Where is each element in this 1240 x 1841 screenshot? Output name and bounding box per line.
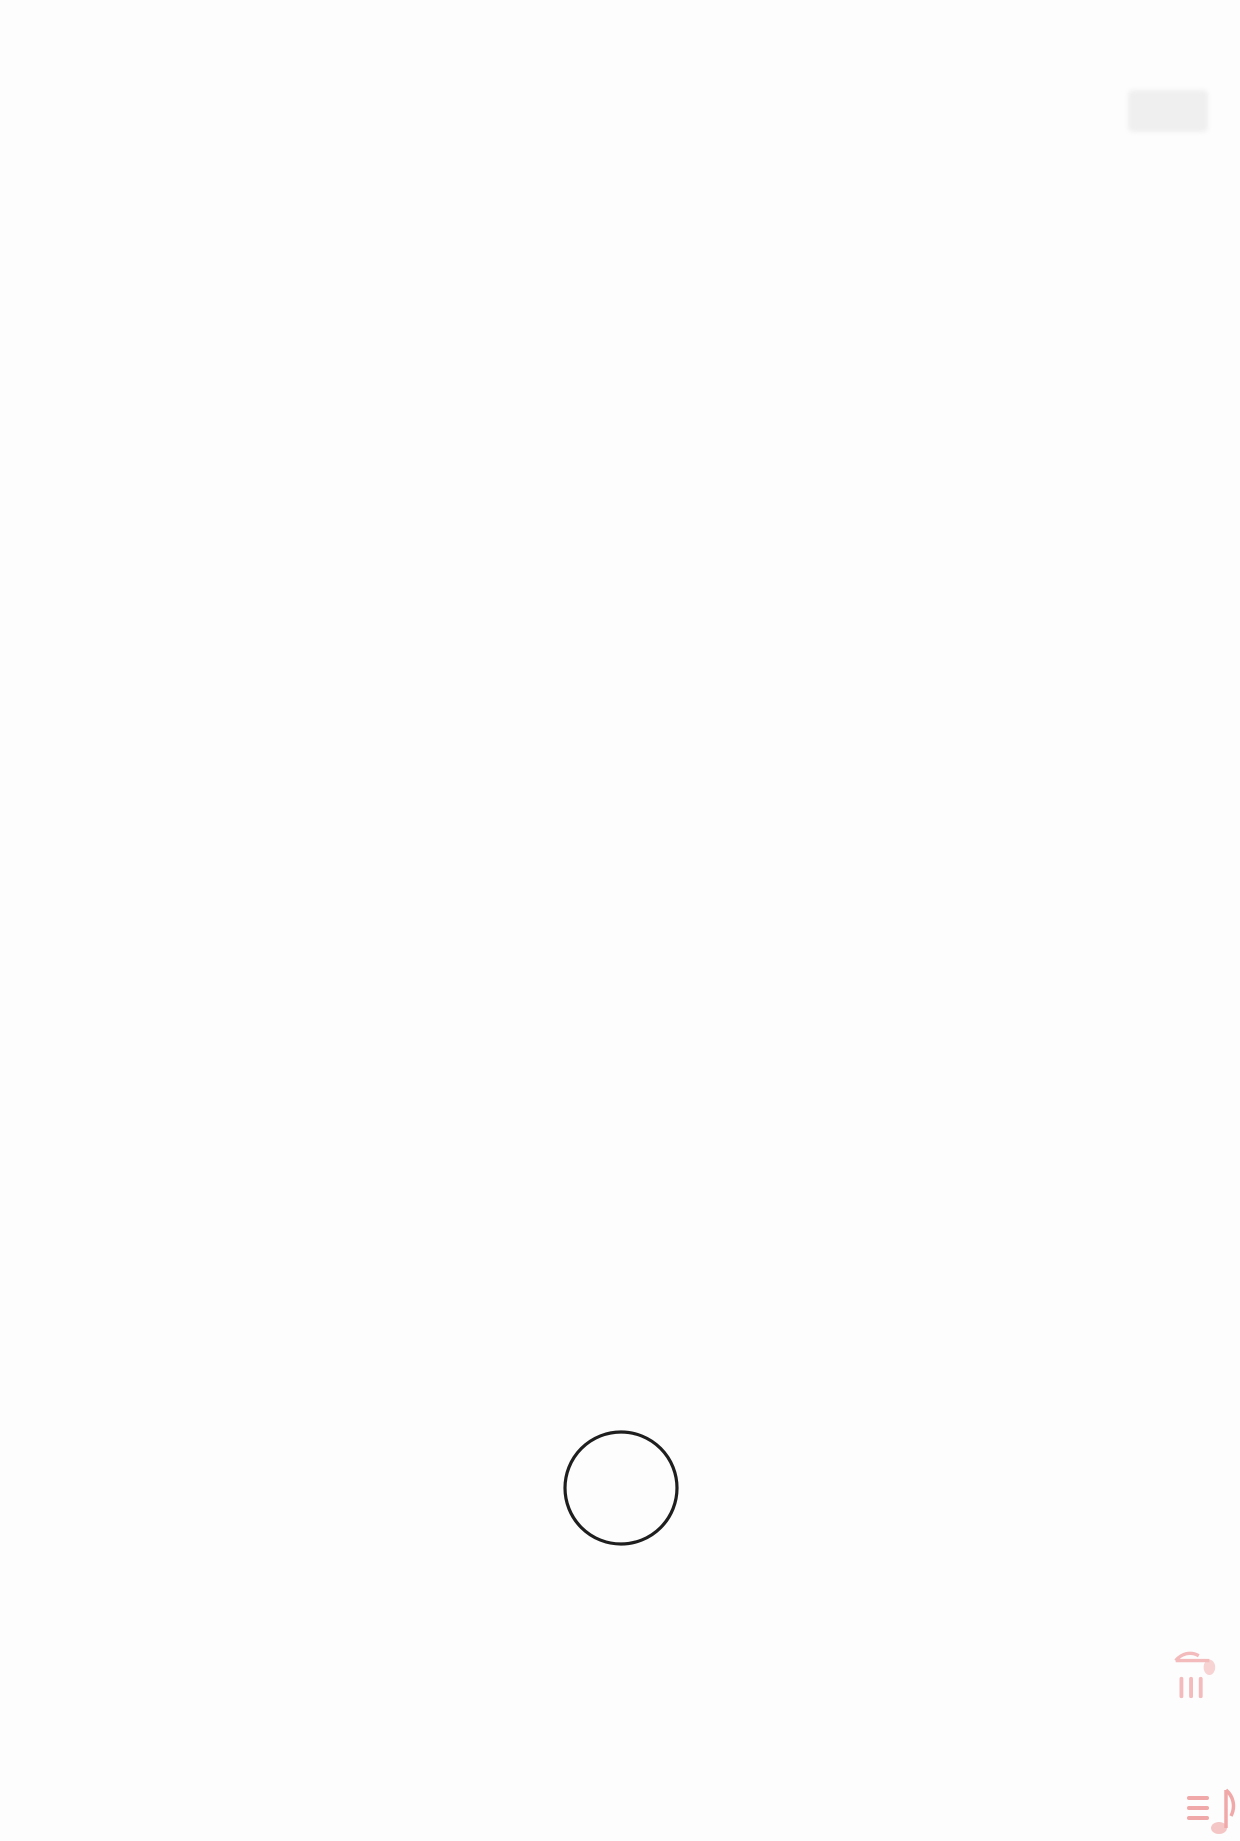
ornament-ring: [565, 1432, 677, 1544]
watermark-music-note-icon: [1166, 1650, 1220, 1700]
watermark-music-note-icon-bottom: [1186, 1778, 1236, 1838]
ornament-cross-emblem: [521, 1382, 721, 1590]
watermark-vertical: [1164, 1368, 1222, 1700]
